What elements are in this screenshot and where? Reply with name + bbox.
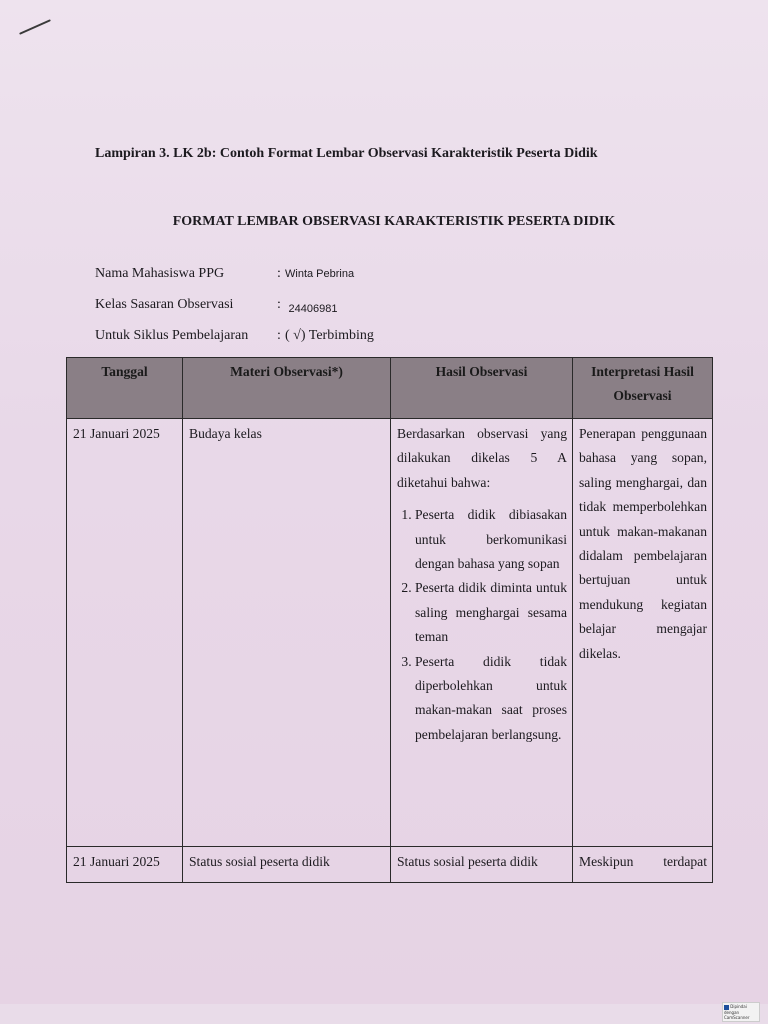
field-separator: : [277, 297, 281, 312]
appendix-title: Lampiran 3. LK 2b: Contoh Format Lembar Observasi Karakteristik Peserta Didik [95, 146, 598, 161]
cell-interpretation: Penerapan penggunaan bahasa yang sopan, saling menghargai, dan tidak memperbolehkan untuk makan-makanan didalam pembelajaran bertujuan untuk mendukung kegiatan belajar mengajar dikelas. [573, 419, 713, 847]
observation-table [66, 357, 713, 883]
target-class-value: 24406981 [288, 303, 338, 315]
cell-date: 21 Januari 2025 [67, 847, 183, 883]
cell-material: Status sosial peserta didik [183, 847, 391, 883]
field-learning-cycle [95, 328, 374, 344]
header-interpretation: Interpretasi Hasil Observasi [573, 358, 713, 419]
field-label: Untuk Siklus Pembelajaran [95, 328, 249, 343]
result-point: 2. Peserta didik diminta untuk saling menghargai sesama teman [415, 576, 567, 649]
scanner-badge-text: Dipindai dengan CamScanner [724, 1004, 750, 1020]
learning-cycle-value: ( √) Terbimbing [285, 328, 374, 343]
result-point: 1. Peserta didik dibiasakan untuk berkomunikasi dengan bahasa yang sopan [415, 503, 567, 576]
field-separator: : [277, 266, 281, 281]
cell-interpretation: Meskipun terdapat [573, 847, 713, 883]
student-name-value: Winta Pebrina [285, 268, 355, 280]
result-intro: Berdasarkan observasi yang dilakukan dikelas 5 A diketahui bahwa: [397, 426, 567, 490]
result-point: 3. Peserta didik tidak diperbolehkan untuk makan-makan saat proses pembelajaran berlangsung. [415, 650, 567, 748]
header-material: Materi Observasi*) [183, 358, 391, 419]
cell-result [391, 419, 573, 847]
result-points-list [397, 503, 567, 747]
field-separator: : [277, 328, 281, 343]
field-target-class [95, 297, 337, 313]
field-label: Kelas Sasaran Observasi [95, 297, 234, 312]
cell-result: Status sosial peserta didik [391, 847, 573, 883]
scanner-badge [722, 1002, 760, 1022]
table-row [67, 847, 713, 883]
pen-mark [19, 19, 51, 35]
header-date: Tanggal [67, 358, 183, 419]
table-row [67, 419, 713, 847]
form-title: FORMAT LEMBAR OBSERVASI KARAKTERISTIK PESERTA DIDIK [172, 214, 616, 229]
cell-material: Budaya kelas [183, 419, 391, 847]
header-result: Hasil Observasi [391, 358, 573, 419]
cell-date: 21 Januari 2025 [67, 419, 183, 847]
field-label: Nama Mahasiswa PPG [95, 266, 225, 281]
field-student-name [95, 266, 354, 282]
table-header-row [67, 358, 713, 419]
